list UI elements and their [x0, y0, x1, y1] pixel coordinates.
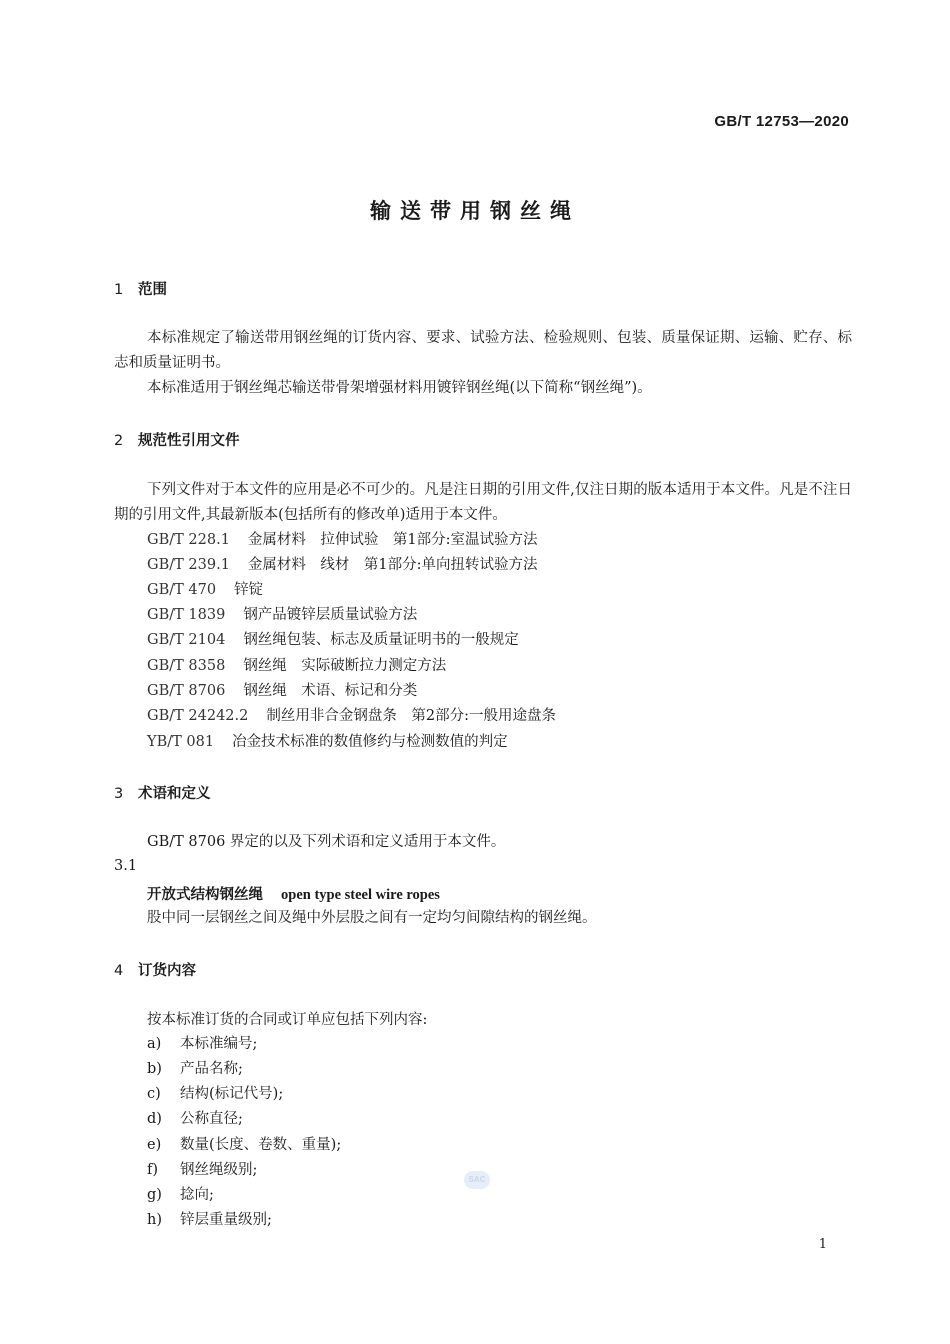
reference-code: GB/T 8358 [147, 658, 226, 674]
reference-item [147, 654, 446, 679]
reference-title: 钢产品镀锌层质量试验方法 [243, 607, 418, 623]
section-number: 1 [114, 282, 124, 298]
reference-title: 钢丝绳 实际破断拉力测定方法 [243, 658, 447, 674]
reference-title: 金属材料 拉伸试验 第1部分:室温试验方法 [247, 532, 538, 548]
reference-code: GB/T 228.1 [147, 532, 230, 548]
reference-item [147, 628, 519, 653]
reference-code: GB/T 2104 [147, 632, 226, 648]
list-text: 结构(标记代号); [180, 1086, 284, 1102]
reference-title: 冶金技术标准的数值修约与检测数值的判定 [232, 734, 508, 750]
reference-title: 钢丝绳 术语、标记和分类 [243, 683, 418, 699]
section-4-heading [114, 959, 196, 980]
term-number: 3.1 [114, 858, 138, 874]
section-number: 4 [114, 963, 124, 979]
list-text: 锌层重量级别; [180, 1212, 272, 1228]
list-item [147, 1158, 257, 1183]
reference-code: GB/T 8706 [147, 683, 226, 699]
list-item [147, 1183, 214, 1208]
normative-intro: 下列文件对于本文件的应用是必不可少的。凡是注日期的引用文件,仅注日期的版本适用于本文件。凡是不注日期的引用文件,其最新版本(包括所有的修改单)适用于本文件。 [114, 482, 852, 523]
reference-item [147, 578, 263, 603]
terms-intro: GB/T 8706 界定的以及下列术语和定义适用于本文件。 [147, 834, 506, 850]
list-label: e) [147, 1137, 162, 1153]
reference-code: GB/T 470 [147, 582, 217, 598]
section-title: 术语和定义 [138, 786, 211, 802]
section-title: 订货内容 [138, 963, 196, 979]
list-label: d) [147, 1111, 162, 1127]
term-english: open type steel wire ropes [281, 887, 440, 903]
reference-title: 金属材料 线材 第1部分:单向扭转试验方法 [247, 557, 538, 573]
list-item [147, 1082, 283, 1107]
sac-watermark-icon: SAC [464, 1171, 490, 1189]
list-text: 本标准编号; [180, 1036, 258, 1052]
list-label: b) [147, 1061, 162, 1077]
list-label: f) [147, 1162, 159, 1178]
ordering-intro: 按本标准订货的合同或订单应包括下列内容: [147, 1012, 428, 1028]
document-title: 输送带用钢丝绳 [370, 199, 580, 223]
reference-item [147, 704, 556, 729]
section-title: 规范性引用文件 [138, 433, 240, 449]
reference-code: YB/T 081 [147, 734, 215, 750]
list-text: 数量(长度、卷数、重量); [180, 1137, 342, 1153]
list-label: h) [147, 1212, 162, 1228]
reference-item [147, 730, 508, 755]
page-number: 1 [818, 1237, 827, 1252]
list-label: g) [147, 1187, 162, 1203]
section-3-heading [114, 782, 211, 803]
list-text: 捻向; [180, 1187, 214, 1203]
scope-paragraph-2: 本标准适用于钢丝绳芯输送带骨架增强材料用镀锌钢丝绳(以下简称“钢丝绳”)。 [147, 380, 652, 396]
section-number: 3 [114, 786, 124, 802]
list-label: c) [147, 1086, 161, 1102]
list-item [147, 1032, 257, 1057]
list-item [147, 1133, 341, 1158]
section-2-heading [114, 429, 240, 450]
list-item [147, 1057, 243, 1082]
reference-code: GB/T 1839 [147, 607, 226, 623]
standard-code: GB/T 12753—2020 [714, 113, 849, 130]
reference-item [147, 553, 538, 578]
reference-code: GB/T 24242.2 [147, 708, 249, 724]
term-definition: 股中同一层钢丝之间及绳中外层股之间有一定均匀间隙结构的钢丝绳。 [147, 910, 597, 926]
term-heading [147, 883, 440, 904]
section-number: 2 [114, 433, 124, 449]
reference-item [147, 603, 417, 628]
reference-title: 钢丝绳包装、标志及质量证明书的一般规定 [243, 632, 519, 648]
term-chinese: 开放式结构钢丝绳 [147, 887, 263, 903]
reference-item [147, 528, 538, 553]
list-text: 产品名称; [180, 1061, 243, 1077]
list-text: 公称直径; [180, 1111, 243, 1127]
list-item [147, 1208, 272, 1233]
reference-code: GB/T 239.1 [147, 557, 230, 573]
list-item [147, 1107, 243, 1132]
reference-item [147, 679, 417, 704]
section-title: 范围 [138, 282, 167, 298]
reference-title: 锌锭 [234, 582, 264, 598]
reference-title: 制丝用非合金钢盘条 第2部分:一般用途盘条 [266, 708, 556, 724]
list-label: a) [147, 1036, 162, 1052]
list-text: 钢丝绳级别; [180, 1162, 258, 1178]
scope-paragraph-1: 本标准规定了输送带用钢丝绳的订货内容、要求、试验方法、检验规则、包装、质量保证期、运输、贮存、标志和质量证明书。 [114, 330, 852, 371]
section-1-heading [114, 278, 167, 299]
